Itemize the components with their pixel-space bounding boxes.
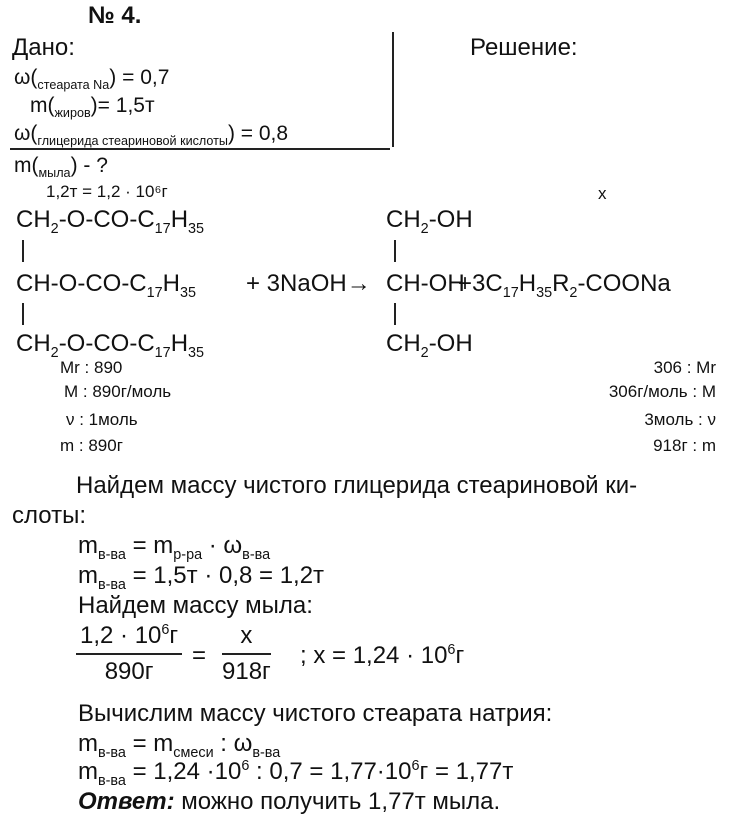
step-heading-3: Вычислим массу чистого стеарата натрия: [78,700,553,727]
glycerol-bond-2 [394,303,396,325]
answer [78,788,500,816]
given-unknown: $m(_{мыла})$ - ? [14,154,108,181]
fraction-right: x 918г [222,622,271,685]
answer-label: Ответ: [78,788,175,815]
formula-mass-substance: $m_{в-ва} = m_{р-ра} \cdot \omega_{в-ва}$ [78,532,271,563]
problem-number: № 4. [88,2,142,29]
proportion-equals: = [192,642,207,669]
right-molar-mass: 306г/моль : M [608,382,716,401]
fat-bond-1 [22,240,24,262]
left-molar-mass: M : 890г/моль [64,382,172,401]
fat-row-3: $CH_2-O-CO-C_{17}H_{35}$ [16,330,205,361]
soap-formula: $+3C_{17}H_{35}R_2$-COONa [458,270,671,301]
glycerol-bond-1 [394,240,396,262]
step-heading-2: Найдем массу мыла: [78,592,313,619]
given-mass-fat: $m(_{жиров})= 1,5т$ [30,94,155,121]
given-omega-stearate: $\omega(_{стеарата Na}) = 0,7$ [14,66,170,93]
glycerol-row-3: $CH_2-OH$ [386,330,473,361]
glycerol-row-2: CH-OH [386,270,465,297]
step-heading-1: Найдем массу чистого глицерида стеариновой ки- [76,472,638,499]
right-moles: 3моль : ν [644,410,716,429]
fraction-left: $1,2 \cdot 10^6г$ 890г [76,622,182,686]
left-mr: Mr : 890 [60,358,123,377]
formula-mass-pure: $m_{в-ва} = m_{смеси}$ : $\omega_{в-ва}$ [78,730,281,761]
right-mass: 918г : m [653,436,716,455]
reagent-naoh: + 3NaOH→ [246,270,371,297]
fat-bond-2 [22,303,24,325]
calc-mass-stearate: $m_{в-ва} = 1,24 \cdot 10^6$ : $0,7 = 1,77\cdot 10^6г = 1,77т$ [78,758,514,789]
solution-title: Решение: [470,34,578,61]
fat-row-1: $CH_2-O-CO-C_{17}H_{35}$ [16,206,205,237]
answer-text: можно получить 1,77т мыла. [174,788,501,815]
given-divider-horizontal [10,148,390,150]
glycerol-row-1: $CH_2-OH$ [386,206,473,237]
calc-mass-glyceride: $m_{в-ва} = 1,5т \cdot 0,8 = 1,2т$ [78,562,325,593]
left-moles: ν : 1моль [66,410,138,429]
given-divider-vertical [392,32,394,147]
right-mr: 306 : Mr [653,358,716,377]
proportion-result: ; $x = 1,24 \cdot 10^6г$ [300,642,465,669]
unit-conversion: 1,2т = 1,2 · 10⁶г [46,182,168,201]
given-title: Дано: [12,34,75,61]
left-mass: m : 890г [60,436,123,455]
given-omega-glyceride: $\omega(_{глицерида стеариновой кислоты}) = 0,8$ [14,122,289,149]
x-mark: x [598,184,607,203]
step-heading-1-cont: слоты: [12,502,87,529]
fat-row-2: $CH-O-CO-C_{17}H_{35}$ [16,270,197,301]
